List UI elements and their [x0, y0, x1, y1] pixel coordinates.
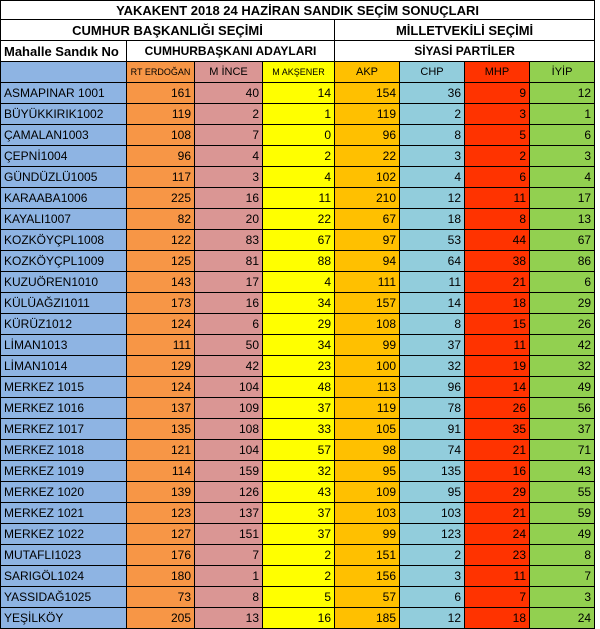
vote-count-m-aksener: 48 — [263, 377, 335, 398]
vote-count-rt-erdogan: 123 — [127, 503, 195, 524]
table-row — [1, 188, 595, 209]
vote-count-rt-erdogan: 119 — [127, 104, 195, 125]
vote-count-chp: 37 — [400, 335, 465, 356]
ballot-box-name: KAYALI1007 — [1, 209, 127, 230]
vote-count-akp: 102 — [335, 167, 400, 188]
vote-count-rt-erdogan: 82 — [127, 209, 195, 230]
vote-count-m-ince: 8 — [195, 587, 263, 608]
vote-count-rt-erdogan: 135 — [127, 419, 195, 440]
vote-count-iyip: 4 — [530, 167, 595, 188]
column-header-m-aksener: M AKŞENER — [263, 62, 335, 83]
vote-count-m-ince: 17 — [195, 272, 263, 293]
vote-count-chp: 135 — [400, 461, 465, 482]
vote-count-mhp: 14 — [465, 377, 530, 398]
ballot-box-name: MERKEZ 1020 — [1, 482, 127, 503]
vote-count-m-aksener: 33 — [263, 419, 335, 440]
vote-count-m-aksener: 22 — [263, 209, 335, 230]
vote-count-akp: 210 — [335, 188, 400, 209]
vote-count-akp: 94 — [335, 251, 400, 272]
vote-count-iyip: 86 — [530, 251, 595, 272]
vote-count-m-aksener: 57 — [263, 440, 335, 461]
vote-count-akp: 98 — [335, 440, 400, 461]
vote-count-chp: 78 — [400, 398, 465, 419]
vote-count-m-ince: 159 — [195, 461, 263, 482]
vote-count-rt-erdogan: 139 — [127, 482, 195, 503]
vote-count-rt-erdogan: 114 — [127, 461, 195, 482]
ballot-box-name: YASSIDAĞ1025 — [1, 587, 127, 608]
table-row — [1, 314, 595, 335]
vote-count-m-aksener: 5 — [263, 587, 335, 608]
vote-count-rt-erdogan: 176 — [127, 545, 195, 566]
ballot-box-name: YEŞİLKÖY — [1, 608, 127, 629]
table-row — [1, 230, 595, 251]
vote-count-mhp: 2 — [465, 146, 530, 167]
vote-count-rt-erdogan: 127 — [127, 524, 195, 545]
vote-count-m-ince: 83 — [195, 230, 263, 251]
table-row — [1, 398, 595, 419]
vote-count-mhp: 8 — [465, 209, 530, 230]
vote-count-mhp: 44 — [465, 230, 530, 251]
ballot-box-name: LİMAN1014 — [1, 356, 127, 377]
ballot-box-name: LİMAN1013 — [1, 335, 127, 356]
vote-count-m-ince: 16 — [195, 188, 263, 209]
vote-count-mhp: 21 — [465, 272, 530, 293]
ballot-box-name: SARIGÖL1024 — [1, 566, 127, 587]
vote-count-rt-erdogan: 225 — [127, 188, 195, 209]
column-header-akp: AKP — [335, 62, 400, 83]
vote-count-akp: 99 — [335, 524, 400, 545]
vote-count-akp: 100 — [335, 356, 400, 377]
vote-count-mhp: 35 — [465, 419, 530, 440]
vote-count-chp: 11 — [400, 272, 465, 293]
vote-count-akp: 95 — [335, 461, 400, 482]
vote-count-m-aksener: 16 — [263, 608, 335, 629]
vote-count-chp: 6 — [400, 587, 465, 608]
table-row — [1, 251, 595, 272]
vote-count-chp: 123 — [400, 524, 465, 545]
vote-count-mhp: 21 — [465, 503, 530, 524]
vote-count-chp: 2 — [400, 104, 465, 125]
vote-count-akp: 105 — [335, 419, 400, 440]
vote-count-m-ince: 151 — [195, 524, 263, 545]
vote-count-iyip: 43 — [530, 461, 595, 482]
vote-count-m-aksener: 67 — [263, 230, 335, 251]
table-row — [1, 377, 595, 398]
vote-count-m-ince: 104 — [195, 377, 263, 398]
ballot-box-name: ÇAMALAN1003 — [1, 125, 127, 146]
vote-count-mhp: 5 — [465, 125, 530, 146]
vote-count-m-aksener: 4 — [263, 272, 335, 293]
vote-count-m-aksener: 2 — [263, 146, 335, 167]
vote-count-mhp: 15 — [465, 314, 530, 335]
vote-count-chp: 64 — [400, 251, 465, 272]
table-row — [1, 125, 595, 146]
subheader-row — [1, 41, 595, 62]
vote-count-iyip: 29 — [530, 293, 595, 314]
vote-count-chp: 53 — [400, 230, 465, 251]
vote-count-m-aksener: 4 — [263, 167, 335, 188]
vote-count-m-ince: 104 — [195, 440, 263, 461]
vote-count-rt-erdogan: 180 — [127, 566, 195, 587]
ballot-box-name: KÜRÜZ1012 — [1, 314, 127, 335]
table-row — [1, 104, 595, 125]
table-row — [1, 524, 595, 545]
table-row — [1, 293, 595, 314]
vote-count-iyip: 6 — [530, 272, 595, 293]
vote-count-rt-erdogan: 73 — [127, 587, 195, 608]
title-row — [1, 1, 595, 20]
vote-count-iyip: 32 — [530, 356, 595, 377]
column-header-row — [1, 62, 595, 83]
vote-count-iyip: 67 — [530, 230, 595, 251]
ballot-box-name: KÜLÜAĞZI1011 — [1, 293, 127, 314]
vote-count-iyip: 71 — [530, 440, 595, 461]
table-row — [1, 461, 595, 482]
vote-count-chp: 32 — [400, 356, 465, 377]
ballot-box-name: MERKEZ 1016 — [1, 398, 127, 419]
vote-count-iyip: 6 — [530, 125, 595, 146]
vote-count-m-ince: 3 — [195, 167, 263, 188]
table-row — [1, 545, 595, 566]
vote-count-m-aksener: 2 — [263, 545, 335, 566]
vote-count-mhp: 26 — [465, 398, 530, 419]
vote-count-mhp: 7 — [465, 587, 530, 608]
vote-count-m-aksener: 29 — [263, 314, 335, 335]
vote-count-chp: 36 — [400, 83, 465, 104]
table-row — [1, 503, 595, 524]
vote-count-mhp: 11 — [465, 188, 530, 209]
vote-count-chp: 2 — [400, 545, 465, 566]
vote-count-m-ince: 13 — [195, 608, 263, 629]
column-header-iyip: İYİP — [530, 62, 595, 83]
vote-count-m-ince: 108 — [195, 419, 263, 440]
vote-count-iyip: 7 — [530, 566, 595, 587]
vote-count-rt-erdogan: 124 — [127, 314, 195, 335]
ballot-box-name: MERKEZ 1022 — [1, 524, 127, 545]
vote-count-akp: 99 — [335, 335, 400, 356]
vote-count-akp: 22 — [335, 146, 400, 167]
vote-count-akp: 67 — [335, 209, 400, 230]
vote-count-chp: 74 — [400, 440, 465, 461]
ballot-box-name: KOZKÖYÇPL1009 — [1, 251, 127, 272]
vote-count-rt-erdogan: 137 — [127, 398, 195, 419]
vote-count-m-ince: 4 — [195, 146, 263, 167]
vote-count-m-aksener: 37 — [263, 524, 335, 545]
vote-count-m-aksener: 23 — [263, 356, 335, 377]
vote-count-iyip: 8 — [530, 545, 595, 566]
vote-count-chp: 12 — [400, 188, 465, 209]
vote-count-iyip: 42 — [530, 335, 595, 356]
ballot-box-name: KARAABA1006 — [1, 188, 127, 209]
presidential-section-title: CUMHUR BAŞKANLIĞI SEÇİMİ — [1, 20, 335, 41]
vote-count-iyip: 3 — [530, 146, 595, 167]
vote-count-iyip: 12 — [530, 83, 595, 104]
vote-count-m-ince: 109 — [195, 398, 263, 419]
vote-count-mhp: 19 — [465, 356, 530, 377]
vote-count-iyip: 55 — [530, 482, 595, 503]
vote-count-iyip: 3 — [530, 587, 595, 608]
vote-count-iyip: 37 — [530, 419, 595, 440]
vote-count-m-ince: 40 — [195, 83, 263, 104]
vote-count-rt-erdogan: 143 — [127, 272, 195, 293]
vote-count-m-ince: 20 — [195, 209, 263, 230]
vote-count-m-ince: 7 — [195, 545, 263, 566]
ballot-box-name: MERKEZ 1017 — [1, 419, 127, 440]
ballot-box-name: MERKEZ 1015 — [1, 377, 127, 398]
vote-count-akp: 109 — [335, 482, 400, 503]
candidates-subheader: CUMHURBAŞKANI ADAYLARI — [127, 41, 335, 62]
vote-count-m-ince: 81 — [195, 251, 263, 272]
section-row — [1, 20, 595, 41]
parliamentary-section-title: MİLLETVEKİLİ SEÇİMİ — [335, 20, 595, 41]
vote-count-iyip: 59 — [530, 503, 595, 524]
vote-count-mhp: 9 — [465, 83, 530, 104]
vote-count-akp: 157 — [335, 293, 400, 314]
vote-count-rt-erdogan: 173 — [127, 293, 195, 314]
vote-count-akp: 154 — [335, 83, 400, 104]
table-body — [1, 1, 595, 629]
vote-count-rt-erdogan: 111 — [127, 335, 195, 356]
vote-count-iyip: 1 — [530, 104, 595, 125]
vote-count-mhp: 18 — [465, 293, 530, 314]
vote-count-mhp: 24 — [465, 524, 530, 545]
vote-count-m-aksener: 37 — [263, 398, 335, 419]
vote-count-m-ince: 2 — [195, 104, 263, 125]
vote-count-rt-erdogan: 125 — [127, 251, 195, 272]
vote-count-chp: 8 — [400, 125, 465, 146]
ballot-box-name: GÜNDÜZLÜ1005 — [1, 167, 127, 188]
vote-count-m-aksener: 0 — [263, 125, 335, 146]
vote-count-m-aksener: 2 — [263, 566, 335, 587]
vote-count-rt-erdogan: 108 — [127, 125, 195, 146]
ballot-box-name: MERKEZ 1019 — [1, 461, 127, 482]
column-header-mhp: MHP — [465, 62, 530, 83]
table-row — [1, 83, 595, 104]
vote-count-rt-erdogan: 205 — [127, 608, 195, 629]
table-row — [1, 356, 595, 377]
parties-subheader: SİYASİ PARTİLER — [335, 41, 595, 62]
vote-count-iyip: 17 — [530, 188, 595, 209]
vote-count-rt-erdogan: 122 — [127, 230, 195, 251]
vote-count-iyip: 13 — [530, 209, 595, 230]
vote-count-m-aksener: 34 — [263, 293, 335, 314]
vote-count-chp: 8 — [400, 314, 465, 335]
ballot-box-name: MUTAFLI1023 — [1, 545, 127, 566]
table-row — [1, 335, 595, 356]
vote-count-m-ince: 42 — [195, 356, 263, 377]
vote-count-m-ince: 137 — [195, 503, 263, 524]
vote-count-chp: 3 — [400, 566, 465, 587]
vote-count-mhp: 6 — [465, 167, 530, 188]
vote-count-m-aksener: 34 — [263, 335, 335, 356]
column-header-chp: CHP — [400, 62, 465, 83]
vote-count-rt-erdogan: 161 — [127, 83, 195, 104]
vote-count-mhp: 29 — [465, 482, 530, 503]
vote-count-akp: 108 — [335, 314, 400, 335]
vote-count-chp: 3 — [400, 146, 465, 167]
vote-count-akp: 119 — [335, 104, 400, 125]
table-row — [1, 482, 595, 503]
column-header-blank — [1, 62, 127, 83]
vote-count-m-ince: 7 — [195, 125, 263, 146]
vote-count-m-aksener: 37 — [263, 503, 335, 524]
table-row — [1, 272, 595, 293]
table-row — [1, 440, 595, 461]
vote-count-chp: 103 — [400, 503, 465, 524]
vote-count-rt-erdogan: 117 — [127, 167, 195, 188]
vote-count-m-ince: 16 — [195, 293, 263, 314]
vote-count-chp: 95 — [400, 482, 465, 503]
vote-count-akp: 96 — [335, 125, 400, 146]
vote-count-rt-erdogan: 121 — [127, 440, 195, 461]
vote-count-akp: 97 — [335, 230, 400, 251]
ballot-box-name: ÇEPNİ1004 — [1, 146, 127, 167]
ballot-box-name: MERKEZ 1021 — [1, 503, 127, 524]
vote-count-m-ince: 1 — [195, 566, 263, 587]
vote-count-chp: 18 — [400, 209, 465, 230]
vote-count-mhp: 21 — [465, 440, 530, 461]
vote-count-akp: 103 — [335, 503, 400, 524]
vote-count-m-ince: 6 — [195, 314, 263, 335]
vote-count-akp: 156 — [335, 566, 400, 587]
vote-count-akp: 119 — [335, 398, 400, 419]
table-row — [1, 209, 595, 230]
vote-count-m-aksener: 11 — [263, 188, 335, 209]
vote-count-iyip: 49 — [530, 377, 595, 398]
table-row — [1, 566, 595, 587]
vote-count-akp: 111 — [335, 272, 400, 293]
vote-count-m-aksener: 1 — [263, 104, 335, 125]
vote-count-rt-erdogan: 124 — [127, 377, 195, 398]
ballot-box-name: KUZUÖREN1010 — [1, 272, 127, 293]
vote-count-iyip: 56 — [530, 398, 595, 419]
vote-count-iyip: 24 — [530, 608, 595, 629]
ballot-box-name: KOZKÖYÇPL1008 — [1, 230, 127, 251]
vote-count-akp: 151 — [335, 545, 400, 566]
vote-count-m-aksener: 32 — [263, 461, 335, 482]
vote-count-m-ince: 50 — [195, 335, 263, 356]
vote-count-akp: 57 — [335, 587, 400, 608]
table-row — [1, 167, 595, 188]
vote-count-mhp: 18 — [465, 608, 530, 629]
vote-count-m-ince: 126 — [195, 482, 263, 503]
vote-count-chp: 91 — [400, 419, 465, 440]
row-header: Mahalle Sandık No — [1, 41, 127, 62]
vote-count-mhp: 16 — [465, 461, 530, 482]
vote-count-mhp: 38 — [465, 251, 530, 272]
table-row — [1, 587, 595, 608]
vote-count-iyip: 49 — [530, 524, 595, 545]
page-title: YAKAKENT 2018 24 HAZİRAN SANDIK SEÇİM SONUÇLARI — [1, 1, 595, 20]
table-row — [1, 419, 595, 440]
vote-count-m-aksener: 88 — [263, 251, 335, 272]
vote-count-chp: 4 — [400, 167, 465, 188]
table-row — [1, 608, 595, 629]
vote-count-iyip: 26 — [530, 314, 595, 335]
vote-count-chp: 12 — [400, 608, 465, 629]
vote-count-rt-erdogan: 96 — [127, 146, 195, 167]
ballot-box-name: ASMAPINAR 1001 — [1, 83, 127, 104]
ballot-box-name: MERKEZ 1018 — [1, 440, 127, 461]
vote-count-mhp: 11 — [465, 566, 530, 587]
vote-count-mhp: 3 — [465, 104, 530, 125]
vote-count-mhp: 23 — [465, 545, 530, 566]
column-header-m-ince: M İNCE — [195, 62, 263, 83]
vote-count-rt-erdogan: 129 — [127, 356, 195, 377]
vote-count-chp: 14 — [400, 293, 465, 314]
vote-count-akp: 185 — [335, 608, 400, 629]
column-header-rt-erdogan: RT ERDOĞAN — [127, 62, 195, 83]
vote-count-chp: 96 — [400, 377, 465, 398]
vote-count-m-aksener: 14 — [263, 83, 335, 104]
vote-count-akp: 113 — [335, 377, 400, 398]
vote-count-m-aksener: 43 — [263, 482, 335, 503]
vote-count-mhp: 11 — [465, 335, 530, 356]
ballot-box-name: BÜYÜKKIRIK1002 — [1, 104, 127, 125]
table-row — [1, 146, 595, 167]
